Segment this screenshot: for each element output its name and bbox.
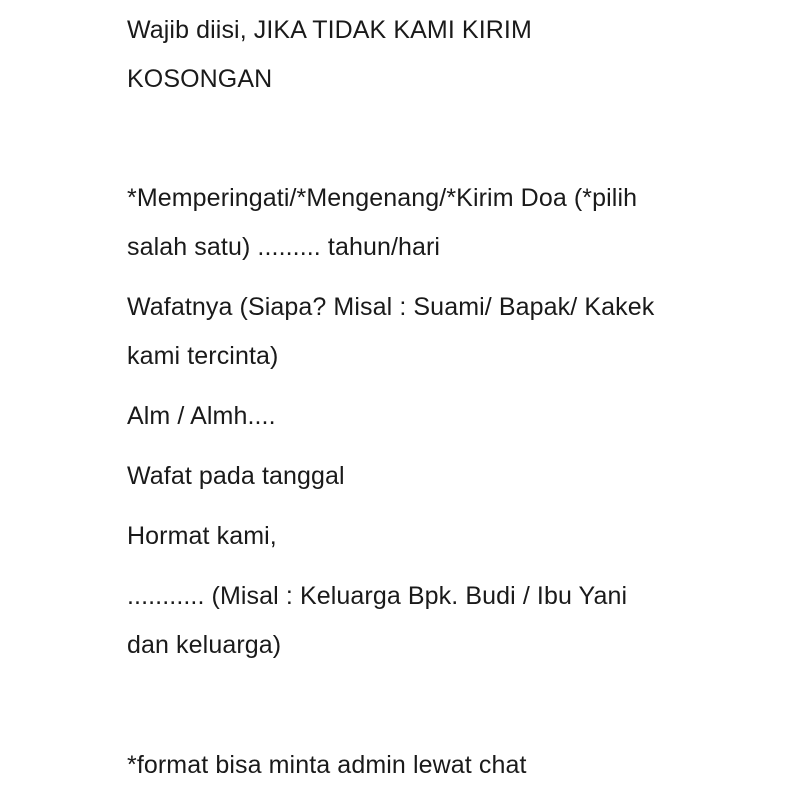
deceased-relation-line-2: kami tercinta) — [127, 342, 279, 370]
footer-note: *format bisa minta admin lewat chat — [127, 751, 527, 779]
sender-line-1: ........... (Misal : Keluarga Bpk. Budi / Ibu Yani — [127, 582, 628, 610]
sender-line-2: dan keluarga) — [127, 631, 282, 659]
purpose-line-1: *Memperingati/*Mengenang/*Kirim Doa (*pilih — [127, 184, 638, 212]
deceased-relation-line-1: Wafatnya (Siapa? Misal : Suami/ Bapak/ Kakek — [127, 293, 655, 321]
regards-line: Hormat kami, — [127, 522, 277, 550]
notice-line-2: KOSONGAN — [127, 65, 273, 93]
notice-line-1: Wajib diisi, JIKA TIDAK KAMI KIRIM — [127, 16, 532, 44]
purpose-line-2: salah satu) ......... tahun/hari — [127, 233, 441, 261]
death-date-line: Wafat pada tanggal — [127, 462, 345, 490]
deceased-name-line: Alm / Almh.... — [127, 402, 276, 430]
